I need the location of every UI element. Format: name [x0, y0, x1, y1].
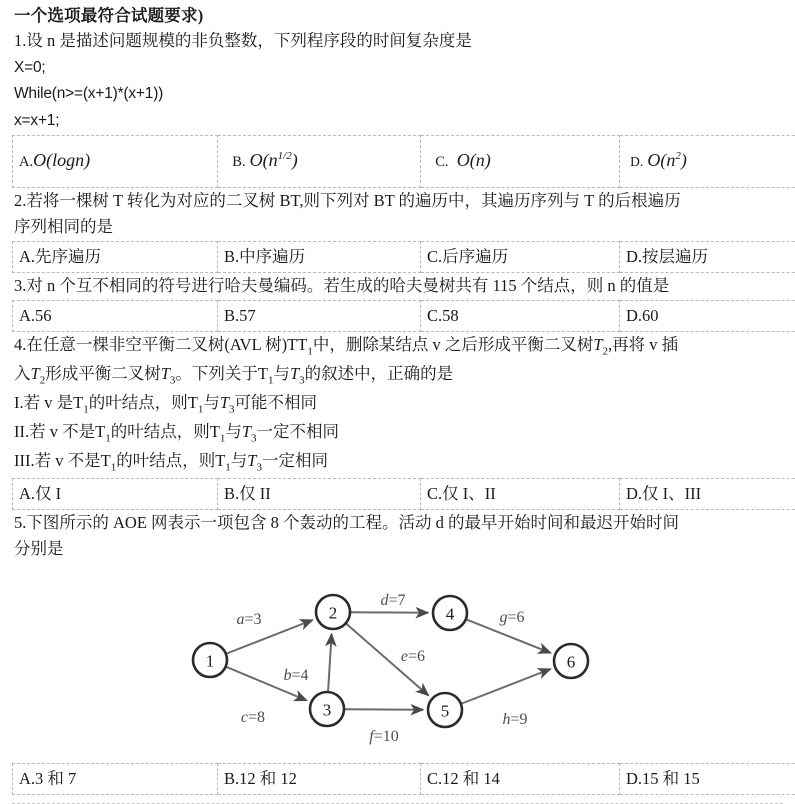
question-2-option-c[interactable]: C.后序遍历 [421, 242, 620, 273]
question-5-option-c[interactable]: C.12 和 14 [421, 764, 620, 795]
stmt-3-a: 若 v 不是 [35, 451, 101, 470]
option-a-expr-var: n [75, 150, 84, 170]
option-b-expr-prefix: O( [250, 150, 269, 170]
stmt-1-d: 可能不相同 [235, 393, 318, 412]
question-5-option-b[interactable]: B.12 和 12 [218, 764, 421, 795]
edge-d-line [351, 612, 428, 613]
question-4-statement-2 [0, 419, 795, 448]
stmt-3-c: 与 [231, 451, 248, 470]
stmt-2-t2: $T_1$ [210, 422, 226, 441]
table-row [13, 764, 795, 795]
stmt-2-a: 若 v 不是 [29, 422, 95, 441]
aoe-edge-labels [236, 592, 527, 745]
option-b-label: B. [232, 154, 245, 170]
question-3-option-a[interactable]: A.56 [13, 300, 218, 331]
question-1-code-line-2: While(n>=(x+1)*(x+1)) [0, 81, 795, 108]
question-5-options-table [12, 763, 795, 795]
stmt-1-t3: $T_3$ [220, 393, 235, 412]
question-1-option-c[interactable] [421, 135, 620, 187]
edge-h-line [462, 669, 551, 704]
q4-l1-part-b: 中，删除某结点 v 之后形成平衡二叉树 [313, 335, 594, 354]
table-row [13, 135, 795, 187]
stmt-3-t2: $T_1$ [215, 451, 231, 470]
q4-l1-t1: $T_1$ [297, 335, 313, 354]
stmt-2-d: 一定不相同 [257, 422, 340, 441]
stmt-2-t3: $T_3$ [242, 422, 257, 441]
table-row [13, 242, 795, 273]
aoe-node-4-label: 4 [446, 605, 455, 624]
aoe-node-3-label: 3 [323, 701, 332, 720]
option-c-expr-prefix: O( [457, 150, 476, 170]
aoe-node-1-label: 1 [206, 652, 215, 671]
edge-label-g: g=6 [499, 609, 524, 626]
question-2-option-b[interactable]: B.中序遍历 [218, 242, 421, 273]
q4-l1-part-d: ,再将 v 插 [608, 335, 678, 354]
stmt-3-d: 一定相同 [262, 451, 328, 470]
question-2-stem-line-1: 2.若将一棵树 T 转化为对应的二叉树 BT,则下列对 BT 的遍历中，其遍历序列与 T 的后根遍历 [0, 188, 795, 215]
stmt-2-t1: $T_1$ [95, 422, 111, 441]
stmt-3-roman: III. [14, 451, 35, 470]
question-1-stem: 1.设 n 是描述问题规模的非负整数，下列程序段的时间复杂度是 [0, 28, 795, 55]
edge-label-d: d=7 [380, 592, 405, 609]
question-5-stem-line-1: 5.下图所示的 AOE 网表示一项包含 8 个轰动的工程。活动 d 的最早开始时间和最迟开始时间 [0, 510, 795, 537]
question-2-options-table [12, 241, 795, 273]
stmt-1-t1: $T_1$ [73, 393, 89, 412]
stmt-3-t1: $T_1$ [101, 451, 117, 470]
option-c-expr-var: n [476, 150, 485, 170]
question-4-option-c[interactable]: C.仅 I、II [421, 478, 620, 509]
q4-l2-t2: $T_2$ [31, 364, 46, 383]
option-a-expr-prefix: O(log [33, 150, 75, 170]
stmt-1-c: 与 [203, 393, 220, 412]
stmt-3-t3: $T_3$ [247, 451, 262, 470]
question-4-option-b[interactable]: B.仅 II [218, 478, 421, 509]
table-row [13, 300, 795, 331]
stmt-2-roman: II. [14, 422, 29, 441]
option-c-expr-suffix: ) [485, 150, 491, 170]
question-1-option-a[interactable] [13, 135, 218, 187]
question-3-option-c[interactable]: C.58 [421, 300, 620, 331]
stmt-1-a: 若 v 是 [24, 393, 74, 412]
question-5-option-a[interactable]: A.3 和 7 [13, 764, 218, 795]
question-3-stem: 3.对 n 个互不相同的符号进行哈夫曼编码。若生成的哈夫曼树共有 115 个结点，则 n 的值是 [0, 273, 795, 300]
q4-l2-part-g: 与 [273, 364, 290, 383]
question-4-option-a[interactable]: A.仅 I [13, 478, 218, 509]
edge-label-b: b=4 [283, 667, 308, 684]
page-title: 一个选项最符合试题要求) [0, 0, 795, 28]
question-5-option-d[interactable]: D.15 和 15 [620, 764, 795, 795]
question-4-options-table [12, 478, 795, 510]
stmt-1-b: 的叶结点，则 [89, 393, 188, 412]
edge-label-f: f=10 [369, 728, 398, 745]
question-2-option-a[interactable]: A.先序遍历 [13, 242, 218, 273]
option-d-exponent: 2 [675, 150, 681, 162]
question-4-option-d[interactable]: D.仅 I、III [620, 478, 795, 509]
question-2-stem-line-2: 序列相同的是 [0, 214, 795, 241]
question-1-code-line-3: x=x+1; [0, 108, 795, 135]
q4-l2-t3b: $T_3$ [290, 364, 305, 383]
question-3-option-d[interactable]: D.60 [620, 300, 795, 331]
option-b-expr-suffix: ) [292, 150, 298, 170]
aoe-network-svg [0, 571, 795, 763]
table-row [13, 478, 795, 509]
option-c-label: C. [435, 154, 448, 170]
stmt-1-t2: $T_1$ [188, 393, 204, 412]
stmt-2-c: 与 [225, 422, 242, 441]
question-3-option-b[interactable]: B.57 [218, 300, 421, 331]
option-b-exponent: 1/2 [278, 150, 292, 162]
question-4-stem-line-1 [0, 332, 795, 361]
edge-f-line [345, 709, 423, 710]
stmt-3-b: 的叶结点，则 [116, 451, 215, 470]
q4-l2-part-c: 形成平衡二叉树 [45, 364, 161, 383]
q4-l2-t1: $T_1$ [258, 364, 274, 383]
q4-l1-part-a: 4.在任意一棵非空平衡二叉树(AVL 树)T [14, 335, 297, 354]
q4-l2-part-e: 。下列关于 [175, 364, 258, 383]
edge-b-line [328, 634, 332, 691]
question-1-options-table [12, 135, 795, 188]
aoe-node-2-label: 2 [329, 604, 338, 623]
question-5-stem-line-2: 分别是 [0, 536, 795, 563]
option-d-expr-suffix: ) [681, 150, 687, 170]
question-4-statement-1 [0, 390, 795, 419]
q4-l1-t2: $T_2$ [593, 335, 608, 354]
question-4-statement-3 [0, 448, 795, 477]
aoe-node-6-label: 6 [567, 653, 576, 672]
stmt-1-roman: I. [14, 393, 24, 412]
edge-label-h: h=9 [502, 711, 527, 728]
question-1-option-d[interactable] [620, 135, 795, 187]
option-a-expr-suffix: ) [84, 150, 90, 170]
aoe-node-5-label: 5 [441, 702, 450, 721]
option-b-expr-var: n [269, 150, 278, 170]
option-a-label: A. [19, 154, 33, 170]
question-4-stem-line-2 [0, 361, 795, 390]
question-1-option-b[interactable] [218, 135, 421, 187]
option-d-expr-var: n [666, 150, 675, 170]
edge-label-e: e=6 [401, 648, 425, 665]
q4-l2-t3: $T_3$ [161, 364, 176, 383]
aoe-edges [227, 612, 551, 710]
question-3-options-table [12, 300, 795, 332]
q4-l2-part-i: 的叙述中，正确的是 [305, 364, 454, 383]
edge-label-c: c=8 [241, 709, 265, 726]
question-2-option-d[interactable]: D.按层遍历 [620, 242, 795, 273]
option-d-expr-prefix: O( [647, 150, 666, 170]
option-d-label: D. [630, 154, 643, 169]
q4-l2-part-a: 入 [14, 364, 31, 383]
stmt-2-b: 的叶结点，则 [111, 422, 210, 441]
aoe-network-diagram [0, 571, 795, 763]
question-1-code-line-1: X=0; [0, 55, 795, 82]
edge-label-a: a=3 [236, 611, 261, 628]
